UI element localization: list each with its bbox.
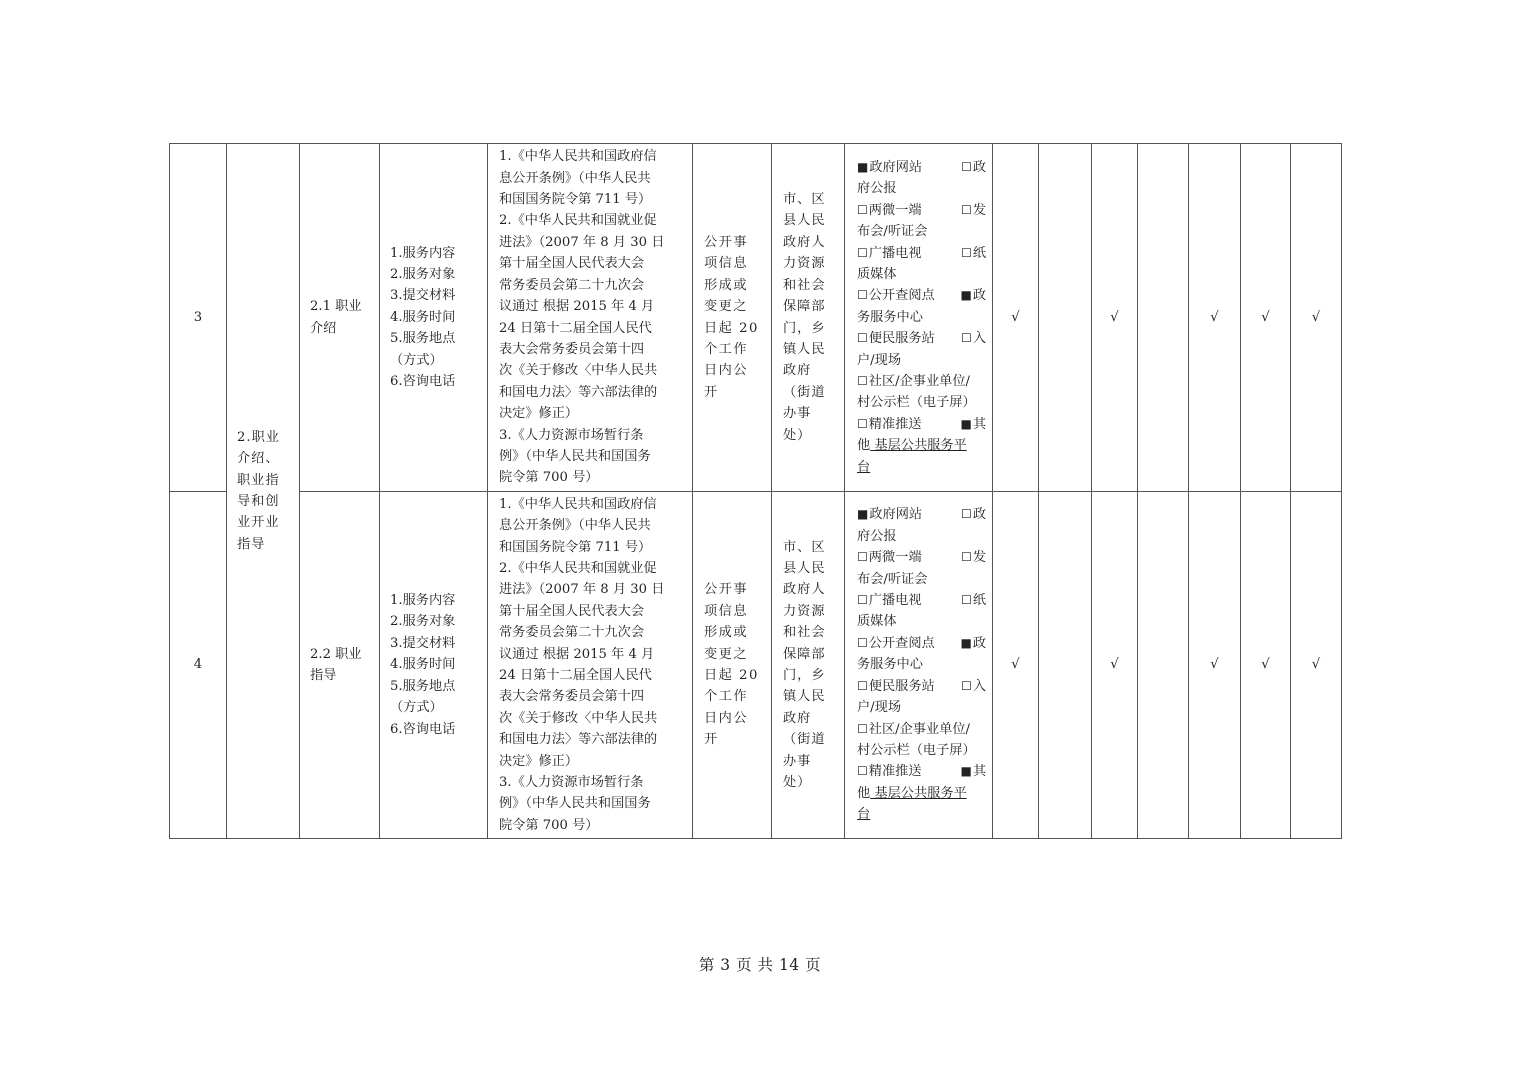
- channel-label: 府公报: [857, 528, 897, 544]
- text-line: 例》（中华人民共和国国务: [499, 796, 651, 812]
- text-line: 常务委员会第二十九次会: [499, 625, 645, 641]
- text-line: 公开事: [704, 582, 749, 598]
- checkbox-icon: ■: [857, 159, 869, 174]
- check-mark-cell: √: [1092, 144, 1138, 492]
- channel-label: 务服务中心: [857, 657, 923, 673]
- checkbox-icon: ☐: [857, 416, 868, 431]
- channel-label: 政: [972, 159, 986, 175]
- check-mark-cell: [1138, 492, 1189, 839]
- checkbox-icon: ☐: [961, 593, 972, 608]
- channel-label: 其: [972, 416, 986, 432]
- text-line: 息公开条例》（中华人民共: [499, 170, 651, 186]
- check-mark-cell: √: [1291, 492, 1342, 839]
- text-line: 形成或: [704, 625, 749, 641]
- text-line: 项信息: [704, 256, 749, 272]
- legal-basis-cell: [488, 144, 693, 492]
- text-line: 表大会常务委员会第十四: [499, 341, 645, 357]
- text-line: （方式）: [390, 700, 443, 716]
- page-footer: 第 3 页 共 14 页: [698, 956, 822, 974]
- channel-label: 布会/听证会: [857, 224, 928, 240]
- text-line: 第十届全国人民代表大会: [499, 603, 645, 619]
- table-row: [170, 492, 1342, 839]
- text-line: 日内公: [704, 363, 749, 379]
- other-channel-value: 基层公共服务平: [870, 785, 967, 801]
- text-line: 第十届全国人民代表大会: [499, 256, 645, 272]
- content-cell: [380, 144, 488, 492]
- text-line: 6.咨询电话: [390, 721, 456, 737]
- text-line: 变更之: [704, 646, 749, 662]
- text-line: 2.《中华人民共和国就业促: [499, 213, 657, 229]
- row-number: 4: [170, 492, 227, 839]
- text-line: 和社会: [783, 625, 826, 641]
- check-mark-cell: √: [1189, 144, 1241, 492]
- text-line: 进法》（2007 年 8 月 30 日: [499, 582, 665, 598]
- text-line: 政府: [783, 363, 812, 379]
- checkbox-icon: ☐: [961, 507, 972, 522]
- text-line: 2.《中华人民共和国就业促: [499, 560, 657, 576]
- text-line: 2.服务对象: [390, 266, 456, 282]
- channel-label: 入: [972, 331, 986, 347]
- check-mark-cell: √: [1291, 144, 1342, 492]
- text-line: 门，乡: [783, 668, 826, 683]
- text-line: 和国电力法〉等六部法律的: [499, 732, 658, 748]
- checkbox-icon: ☐: [857, 635, 868, 650]
- category-cell: [227, 144, 300, 839]
- channel-label: 广播电视: [868, 245, 922, 261]
- channel-label: 政府网站: [869, 507, 923, 523]
- text-line: 1.服务内容: [390, 245, 456, 261]
- service-disclosure-table: [169, 143, 1342, 839]
- text-line: 息公开条例》（中华人民共: [499, 518, 651, 534]
- text-line: 指导: [237, 536, 266, 552]
- channel-label: 社区/企事业单位/: [868, 374, 970, 390]
- content-cell: [380, 492, 488, 839]
- text-line: 决定》修正）: [499, 753, 579, 769]
- text-line: 2.1 职业: [310, 299, 362, 315]
- text-line: 保障部: [783, 646, 826, 662]
- checkbox-icon: ■: [960, 288, 972, 303]
- text-line: 变更之: [704, 299, 749, 315]
- check-mark-cell: [1039, 492, 1092, 839]
- checkbox-icon: ☐: [857, 550, 868, 565]
- checkbox-icon: ■: [960, 764, 972, 779]
- text-line: 表大会常务委员会第十四: [499, 689, 645, 705]
- text-line: 镇人民: [783, 689, 826, 705]
- text-line: 议通过 根据 2015 年 4 月: [499, 646, 655, 662]
- channel-label: 纸: [972, 245, 986, 261]
- text-line: 5.服务地点: [390, 678, 456, 694]
- text-line: 指导: [310, 668, 337, 683]
- checkbox-icon: ☐: [961, 331, 972, 346]
- channel-label: 入: [972, 678, 986, 694]
- checkbox-icon: ☐: [857, 288, 868, 303]
- text-line: 3.提交材料: [390, 288, 456, 304]
- text-line: （街道: [783, 384, 826, 400]
- channel-label: 公开查阅点: [868, 288, 935, 304]
- channel-label: 社区/企事业单位/: [868, 721, 970, 737]
- text-line: 1.《中华人民共和国政府信: [499, 149, 657, 165]
- checkbox-icon: ■: [857, 507, 869, 522]
- channel-label: 两微一端: [868, 202, 922, 218]
- disclosure-subject-cell: [772, 144, 845, 492]
- channel-label: 户/现场: [857, 352, 902, 368]
- disclosure-time-cell: [693, 144, 772, 492]
- text-line: 日起 20: [704, 668, 759, 683]
- checkbox-icon: ☐: [961, 550, 972, 565]
- text-line: 2.2 职业: [310, 646, 362, 662]
- disclosure-channels-cell: [845, 492, 993, 839]
- text-line: （街道: [783, 732, 826, 748]
- channel-label: 质媒体: [857, 614, 897, 630]
- text-line: 开: [704, 732, 719, 748]
- other-channel-value-cont: 台: [857, 807, 871, 823]
- text-line: 次《关于修改〈中华人民共: [499, 710, 658, 726]
- channel-label: 其: [972, 764, 986, 780]
- text-line: 决定》修正）: [499, 406, 579, 422]
- row-number: 3: [170, 144, 227, 492]
- channel-label: 两微一端: [868, 550, 922, 566]
- text-line: 办事: [783, 753, 812, 769]
- text-line: 市、区: [783, 192, 826, 208]
- channel-label: 府公报: [857, 181, 897, 197]
- checkbox-icon: ☐: [961, 245, 972, 260]
- disclosure-channels-cell: [845, 144, 993, 492]
- channel-label: 精准推送: [868, 764, 922, 780]
- text-line: 进法》（2007 年 8 月 30 日: [499, 234, 665, 250]
- channel-label: 便民服务站: [868, 331, 935, 347]
- channel-label: 发: [972, 550, 986, 566]
- text-line: 3.《人力资源市场暂行条: [499, 427, 644, 443]
- channel-label: 务服务中心: [857, 309, 923, 325]
- channel-label: 户/现场: [857, 700, 902, 716]
- text-line: 日内公: [704, 710, 749, 726]
- text-line: 和国国务院令第 711 号）: [499, 539, 652, 555]
- check-mark-cell: √: [1189, 492, 1241, 839]
- text-line: 门，乡: [783, 320, 826, 336]
- text-line: 市、区: [783, 539, 826, 555]
- checkbox-icon: ☐: [961, 202, 972, 217]
- checkbox-icon: ☐: [857, 593, 868, 608]
- text-line: 3.提交材料: [390, 635, 456, 651]
- channel-label: 广播电视: [868, 593, 922, 609]
- item-cell: [300, 492, 380, 839]
- text-line: 6.咨询电话: [390, 374, 456, 390]
- checkbox-icon: ☐: [857, 721, 868, 736]
- disclosure-time-cell: [693, 492, 772, 839]
- text-line: 政府: [783, 710, 812, 726]
- text-line: 力资源: [783, 256, 826, 272]
- checkbox-icon: ☐: [857, 374, 868, 389]
- text-line: 2.服务对象: [390, 614, 456, 630]
- text-line: 1.《中华人民共和国政府信: [499, 496, 657, 512]
- check-mark-cell: √: [1092, 492, 1138, 839]
- checkbox-icon: ☐: [961, 159, 972, 174]
- text-line: 院令第 700 号）: [499, 817, 599, 833]
- text-line: 县人民: [783, 213, 826, 229]
- channel-label: 便民服务站: [868, 678, 935, 694]
- text-line: 个工作: [704, 341, 749, 357]
- channel-label: 发: [972, 202, 986, 218]
- text-line: 政府人: [783, 582, 826, 598]
- channel-label: 村公示栏（电子屏）: [857, 742, 976, 758]
- text-line: 政府人: [783, 234, 826, 250]
- text-line: 例》（中华人民共和国国务: [499, 448, 651, 464]
- text-line: 业开业: [237, 515, 280, 531]
- text-line: 议通过 根据 2015 年 4 月: [499, 299, 655, 315]
- checkbox-icon: ☐: [857, 331, 868, 346]
- text-line: 24 日第十二届全国人民代: [499, 668, 652, 683]
- legal-basis-cell: [488, 492, 693, 839]
- text-line: 形成或: [704, 277, 749, 293]
- text-line: 2.职业: [237, 429, 280, 445]
- text-line: 3.《人力资源市场暂行条: [499, 775, 644, 791]
- text-line: 项信息: [704, 603, 749, 619]
- text-line: 处）: [783, 775, 812, 791]
- text-line: 办事: [783, 406, 812, 422]
- text-line: 1.服务内容: [390, 593, 456, 609]
- text-line: 和国国务院令第 711 号）: [499, 192, 652, 208]
- text-line: 4.服务时间: [390, 309, 456, 325]
- check-mark-cell: [1039, 144, 1092, 492]
- check-mark-cell: [1138, 144, 1189, 492]
- channel-label: 精准推送: [868, 416, 922, 432]
- item-cell: [300, 144, 380, 492]
- text-line: 个工作: [704, 689, 749, 705]
- channel-label: 政: [972, 507, 986, 523]
- text-line: 公开事: [704, 234, 749, 250]
- text-line: 4.服务时间: [390, 657, 456, 673]
- table-row: [170, 144, 1342, 492]
- channel-label: 政: [972, 635, 986, 651]
- checkbox-icon: ☐: [857, 202, 868, 217]
- text-line: （方式）: [390, 352, 443, 368]
- channel-label: 他: [857, 438, 871, 454]
- disclosure-subject-cell: [772, 492, 845, 839]
- text-line: 力资源: [783, 603, 826, 619]
- text-line: 和社会: [783, 277, 826, 293]
- channel-label: 村公示栏（电子屏）: [857, 395, 976, 411]
- text-line: 24 日第十二届全国人民代: [499, 320, 652, 336]
- check-mark-cell: √: [993, 144, 1039, 492]
- channel-label: 政府网站: [869, 159, 923, 175]
- text-line: 介绍: [310, 320, 337, 336]
- text-line: 和国电力法〉等六部法律的: [499, 384, 658, 400]
- text-line: 5.服务地点: [390, 331, 456, 347]
- check-mark-cell: √: [1241, 144, 1291, 492]
- channel-label: 政: [972, 288, 986, 304]
- checkbox-icon: ☐: [857, 764, 868, 779]
- text-line: 处）: [783, 427, 812, 443]
- checkbox-icon: ☐: [857, 245, 868, 260]
- text-line: 保障部: [783, 299, 826, 315]
- text-line: 院令第 700 号）: [499, 470, 599, 486]
- text-line: 日起 20: [704, 320, 759, 336]
- checkbox-icon: ☐: [857, 678, 868, 693]
- text-line: 介绍、: [237, 451, 280, 467]
- channel-label: 公开查阅点: [868, 635, 935, 651]
- channel-label: 质媒体: [857, 266, 897, 282]
- text-line: 常务委员会第二十九次会: [499, 277, 645, 293]
- text-line: 导和创: [237, 494, 280, 509]
- channel-label: 他: [857, 785, 871, 801]
- checkbox-icon: ■: [960, 416, 972, 431]
- text-line: 次《关于修改〈中华人民共: [499, 363, 658, 379]
- check-mark-cell: √: [993, 492, 1039, 839]
- checkbox-icon: ☐: [961, 678, 972, 693]
- other-channel-value: 基层公共服务平: [870, 438, 967, 454]
- text-line: 开: [704, 384, 719, 400]
- text-line: 职业指: [237, 472, 280, 488]
- text-line: 镇人民: [783, 341, 826, 357]
- other-channel-value-cont: 台: [857, 459, 871, 475]
- channel-label: 布会/听证会: [857, 571, 928, 587]
- check-mark-cell: √: [1241, 492, 1291, 839]
- channel-label: 纸: [972, 593, 986, 609]
- text-line: 县人民: [783, 560, 826, 576]
- checkbox-icon: ■: [960, 635, 972, 650]
